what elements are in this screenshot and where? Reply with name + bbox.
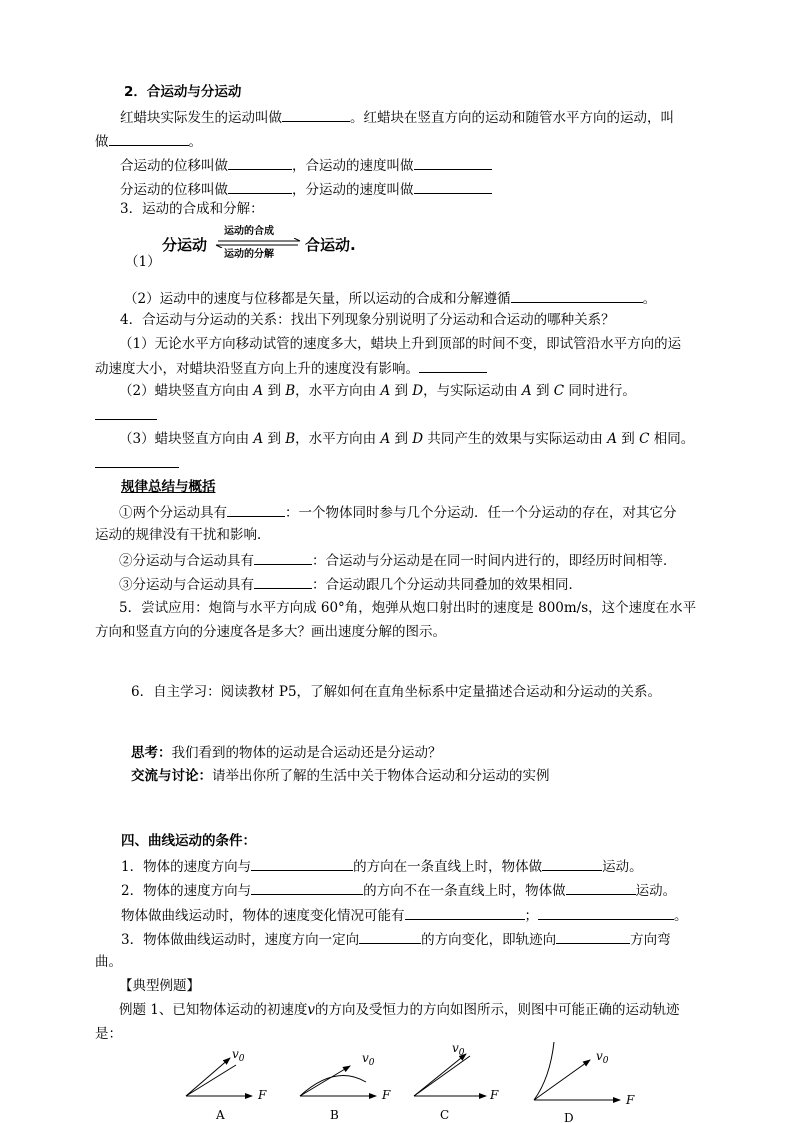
rules-heading: 规律总结与概括 [121, 479, 216, 495]
blank[interactable] [95, 453, 179, 468]
rules-r1c: 运动的规律没有干扰和影响． [95, 527, 271, 543]
formula-right: 合运动. [305, 236, 356, 254]
section4-c2: （2）蜡块竖直方向由 A 到 B，水平方向由 A 到 D，与实际运动由 A 到 C 同时进行。 [119, 383, 636, 399]
blank[interactable] [228, 179, 292, 194]
section2-line2: 做 。 [95, 131, 202, 151]
blank[interactable] [414, 155, 492, 170]
section2-row1: 合运动的位移叫做 ，合运动的速度叫做 [120, 155, 492, 175]
option-a-diagram[interactable] [186, 1047, 267, 1122]
svg-text:F: F [490, 1088, 499, 1102]
blank[interactable] [95, 405, 157, 420]
section4-c3: （3）蜡块竖直方向由 A 到 B，水平方向由 A 到 D 共同产生的效果与实际运动由 A 到 C 相同。 [119, 431, 695, 447]
blank[interactable] [566, 880, 636, 895]
blank[interactable] [109, 131, 189, 146]
svg-text:F: F [382, 1088, 391, 1102]
formula-double-arrow [214, 238, 302, 248]
example-figure [170, 1038, 650, 1123]
trajectory [414, 1056, 470, 1096]
option-c-diagram[interactable] [414, 1041, 499, 1122]
section3-heading: 3．运动的合成和分解： [120, 201, 264, 217]
option-b-diagram[interactable] [300, 1051, 391, 1122]
option-c-label: C [440, 1108, 450, 1122]
formula-bottom: 运动的分解 [224, 249, 274, 260]
section3-item1: （1） [125, 254, 161, 270]
velocity-arrow [186, 1058, 230, 1096]
velocity-arrow [414, 1054, 466, 1096]
section4-c1a: （1）无论水平方向移动试管的速度多大，蜡块上升到顶部的时间不变，即试管沿水平方向的运 [119, 336, 682, 352]
curve-l2: 2．物体的速度方向与 的方向不在一条直线上时，物体做 运动。 [121, 880, 676, 900]
curve-heading: 四、曲线运动的条件： [121, 833, 256, 849]
option-d-diagram[interactable] [534, 1042, 635, 1123]
section4-c1b: 动速度大小，对蜡块沿竖直方向上升的速度没有影响。 [95, 358, 487, 378]
rules-r1: ①两个分运动具有 ：一个物体同时参与几个分运动．任一个分运动的存在，对其它分 [119, 502, 677, 522]
blank[interactable] [405, 905, 525, 920]
blank[interactable] [251, 880, 363, 895]
velocity-arrow [534, 1060, 590, 1100]
section3-item2: （2）运动中的速度与位移都是矢量，所以运动的合成和分解遵循 。 [124, 288, 656, 308]
svg-text:v0: $v_0$ [232, 1047, 245, 1064]
blank[interactable] [414, 179, 492, 194]
svg-text:v0: $v_0$ [362, 1051, 375, 1068]
rules-r2: ②分运动与合运动具有 ：合运动与分运动是在同一时间内进行的，即经历时间相等． [119, 550, 677, 570]
section2-row2: 分运动的位移叫做 ，分运动的速度叫做 [120, 179, 492, 199]
svg-text:v0: $v_0$ [596, 1049, 609, 1066]
rules-r3: ③分运动与合运动具有 ：合运动跟几个分运动共同叠加的效果相同． [119, 574, 582, 594]
curve-l3: 物体做曲线运动时，物体的速度变化情况可能有 ； 。 [121, 905, 688, 925]
velocity-arrow [300, 1066, 350, 1096]
blank[interactable] [282, 107, 350, 122]
blank[interactable] [556, 929, 630, 944]
example-l1: 例题 1、已知物体运动的初速度v的方向及受恒力的方向如图所示，则图中可能正确的运动轨迹 [119, 1002, 680, 1018]
example-heading: 【典型例题】 [119, 978, 200, 994]
section5-l1: 5．尝试应用：炮筒与水平方向成 60°角，炮弹从炮口射出时的速度是 800m/s，这个速度在水平 [119, 600, 697, 616]
section2-line1: 红蜡块实际发生的运动叫做 。红蜡块在竖直方向的运动和随管水平方向的运动，叫 [120, 107, 674, 127]
curve-l1: 1．物体的速度方向与 的方向在一条直线上时，物体做 运动。 [121, 856, 643, 876]
blank[interactable] [419, 358, 487, 373]
trajectory [534, 1042, 554, 1100]
option-b-label: B [330, 1108, 339, 1122]
blank[interactable] [227, 502, 285, 517]
blank[interactable] [511, 288, 643, 303]
curve-l4d: 曲。 [95, 954, 122, 970]
section6-l1: 6．自主学习：阅读教材 P5，了解如何在直角坐标系中定量描述合运动和分运动的关系。 [131, 684, 662, 700]
option-a-label: A [216, 1108, 225, 1122]
think-line: 思考：我们看到的物体的运动是合运动还是分运动？ [131, 745, 442, 761]
formula-left: 分运动 [162, 236, 208, 254]
discuss-line: 交流与讨论：请举出你所了解的生活中关于物体合运动和分运动的实例 [131, 768, 550, 784]
blank[interactable] [359, 929, 421, 944]
blank[interactable] [228, 155, 292, 170]
blank[interactable] [254, 574, 312, 589]
blank[interactable] [538, 905, 674, 920]
trajectory [300, 1076, 366, 1096]
example-l2: 是： [95, 1026, 122, 1042]
blank[interactable] [254, 550, 312, 565]
option-d-label: D [564, 1111, 574, 1123]
blank[interactable] [542, 856, 602, 871]
svg-text:F: F [626, 1093, 635, 1107]
formula-top: 运动的合成 [224, 226, 274, 237]
curve-l4: 3．物体做曲线运动时，速度方向一定向 的方向变化，即轨迹向 方向弯 [121, 929, 671, 949]
section4-heading: 4．合运动与分运动的关系：找出下列现象分别说明了分运动和合运动的哪种关系？ [120, 312, 615, 328]
blank[interactable] [251, 856, 353, 871]
section2-heading: 2．合运动与分运动 [124, 84, 242, 100]
section5-l2: 方向和竖直方向的分速度各是多大？画出速度分解的图示。 [95, 624, 446, 640]
trajectory [186, 1065, 236, 1096]
svg-text:v0: $v_0$ [452, 1041, 465, 1058]
svg-text:F: F [258, 1088, 267, 1102]
